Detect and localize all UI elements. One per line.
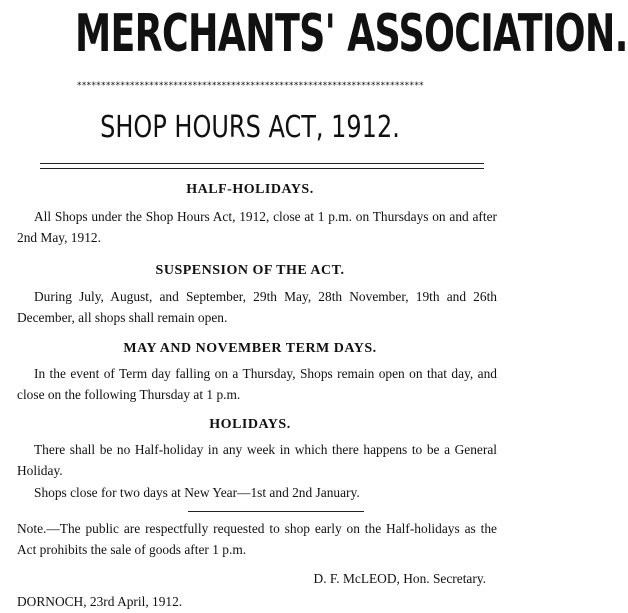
star-divider: ************************************************************************ (76, 81, 424, 91)
paragraph-suspension: During July, August, and September, 29th May, 28th November, 19th and 26th December, all shops shall remain open. (17, 289, 497, 325)
paragraph-new-year: Shops close for two days at New Year—1st and 2nd January. (34, 485, 360, 500)
place-date: DORNOCH, 23rd April, 1912. (17, 594, 183, 609)
heading-suspension: SUSPENSION OF THE ACT. (155, 263, 345, 278)
paragraph-holidays: There shall be no Half-holiday in any week in which there happens to be a General Holiday. (17, 442, 497, 478)
act-subtitle: SHOP HOURS ACT, 1912. (100, 110, 400, 145)
short-rule-divider (188, 511, 364, 512)
heading-term-days: MAY AND NOVEMBER TERM DAYS. (123, 341, 377, 356)
secretary-signature: D. F. McLEOD, Hon. Secretary. (313, 571, 486, 586)
paragraph-half-holidays: All Shops under the Shop Hours Act, 1912, close at 1 p.m. on Thursdays on and after 2nd May, 1912. (17, 209, 497, 245)
heading-half-holidays: HALF-HOLIDAYS. (186, 182, 314, 197)
heading-holidays: HOLIDAYS. (209, 417, 291, 432)
note-paragraph: Note.—The public are respectfully requested to shop early on the Half-holidays as the Act prohibits the sale of goods after 1 p.m. (17, 521, 497, 557)
paragraph-term-days: In the event of Term day falling on a Thursday, Shops remain open on that day, and close on the following Thursday at 1 p.m. (17, 366, 497, 402)
association-title: MERCHANTS' ASSOCIATION. (75, 4, 628, 64)
double-rule-divider (40, 163, 484, 169)
